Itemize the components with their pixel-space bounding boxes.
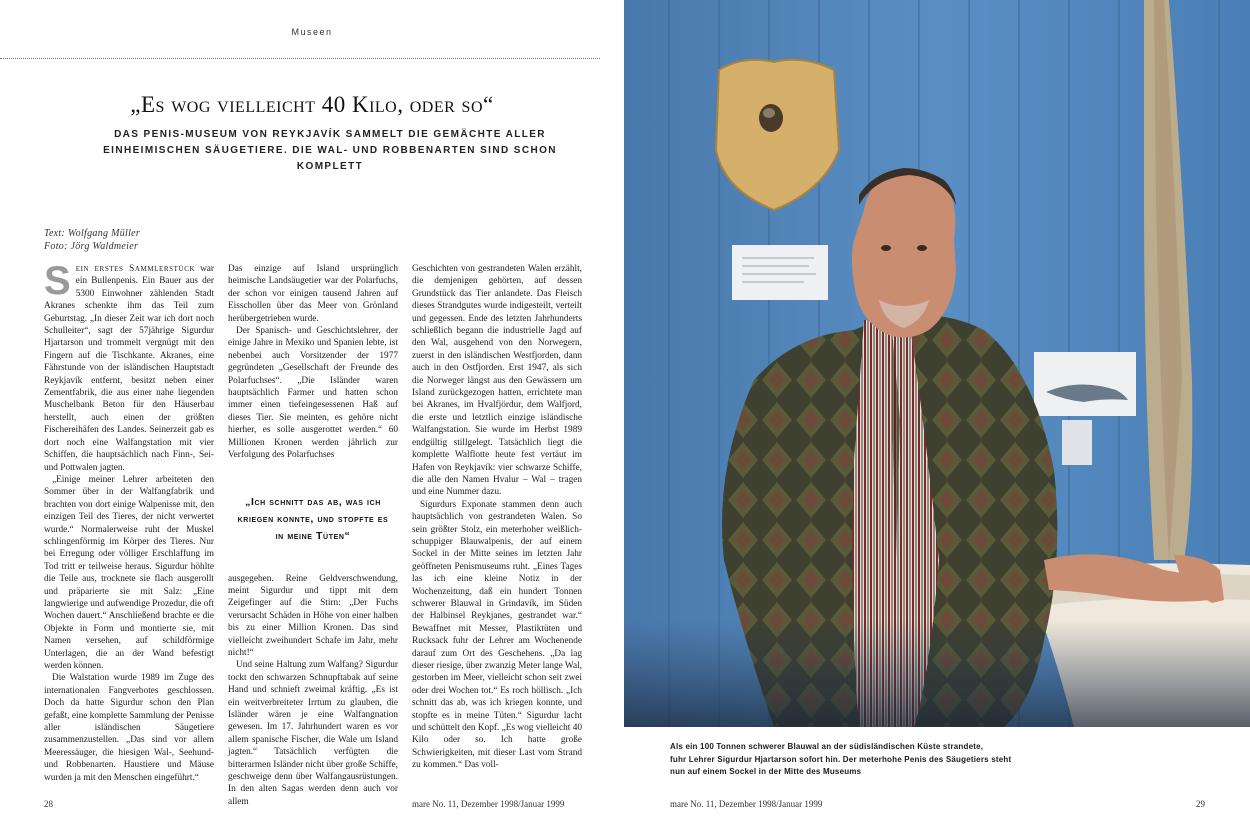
- footer-left: mare No. 11, Dezember 1998/Januar 1999: [412, 799, 565, 809]
- article-column-3: [412, 263, 582, 793]
- paragraph: ausgegeben. Reine Geldverschwendung, meint Sigurdur und tippt mit dem Zeigefinger auf die Stirn: „Der Fuchs verursacht Schäden in Höhe von einer halben bis zu einer Million Kronen. Das sind vielleicht zweihundert Schafe im Jahr, mehr nicht!“: [228, 573, 398, 658]
- drop-cap: S: [44, 259, 71, 303]
- paragraph: Geschichten von gestrandeten Walen erzählt, die demjenigen gehörten, auf dessen Grundstück das Tier anlandete. Das Fleisch dieses Strandgutes wurde indigesteilt, verteilt und gegessen. Ende des letzten Jahrhunderts schließlich begann die industrielle Jagd auf den Wal, ausgehend von den Norwegern, zuerst in den isländischen Westfjorden, dann auch in den Ostfjorden. Erst 1947, als sich die Norweger längst aus den Gewässern um Island zurückgezogen hatten, errichtete man bei Akranes, im Hvalfjördur, dem Walfjord, die erste und letztlich einzige isländische Walfangstation. Sie wurde im Herbst 1989 endgültig stillgelegt. Tatsächlich liegt die komplette Walflotte heute fest vertäut im Hafen von Reykjavík: vier schwarze Schiffe, die alle den Namen Hvalur – Wal – tragen und eine Nummer dazu.: [412, 264, 582, 498]
- right-page: [624, 0, 1250, 833]
- article-column-2: [228, 263, 398, 807]
- paragraph: Sigurdurs Exponate stammen denn auch hauptsächlich von gestrandeten Walen. So sein größter Stolz, ein meterhoher weißlich-schuppiger Blauwalpenis, der auf einem Sockel in der Mitte seines im letzten Jahr geöffneten Penismuseums ruht. „Eines Tages las ich eine kleine Notiz in der Wochenzeitung, daß ein hundert Tonnen schwerer Blauwal in Grindavík, im Süden der Halbinsel Reykjanes, gestrandet war.“ Bewaffnet mit Messer, Plastiktüten und Rucksack fuhr der Lehrer am Wochenende darauf zum Ort des Geschehens. „Da lag dieser riesige, über zwanzig Meter lange Wal, gestorben im Meer, vielleicht schon seit zwei oder drei Wochen tot.“ Es roch höllisch. „Ich schnitt das ab, was ich kriegen konnte, und stopfte es in meine Tüten.“ Sigurdur lacht und schüttelt den Kopf. „Es wog vielleicht 40 Kilo oder so. Ich hatte große Schwierigkeiten, mit dieser Last vom Strand zu kommen.“ Das voll-: [412, 499, 582, 771]
- paragraph: Und seine Haltung zum Walfang? Sigurdur tockt den schwarzen Schnupftabak auf seine Hand und schnieft zweimal kräftig. „Es ist ein weitverbreiteter Irrtum zu glauben, die Isländer wären je eine Walfangnation gewesen. Im 17. Jahrhundert waren es vor allem spanische Fischer, die Wale um Island jagten.“ Tatsächlich verfügten die bitterarmen Isländer nicht über große Schiffe, geschweige denn über Walfangausrüstungen. In den alten Sagas werden denn auch vor allem: [228, 660, 398, 807]
- headline: „Es wog vielleicht 40 Kilo, oder so“: [130, 92, 494, 117]
- paragraph: Der Spanisch- und Geschichtslehrer, der einige Jahre in Mexiko und Spanien lebte, ist nebenbei auch Vorsitzender der 1977 gegründeten „Gesellschaft der Freunde des Polarfuchses“. „Die Isländer waren hauptsächlich Farmer und hatten schon immer einen tiefeingesessenen Haß auf dieses Tier. Sie meinten, es gehöre nicht hierher, es solle ausgerottet werden.“ 60 Millionen Kronen werden jährlich zur Verfolgung des Polarfuchses: [228, 326, 398, 461]
- paragraph: war ein Bullenpenis. Ein Bauer aus der 5300 Einwohner zählenden Stadt Akranes schenkte ihm das Teil zum Geburtstag. „In dieser Zeit war ich dort noch Schulleiter“, sagt der 57jährige Sigurdur Hjartarson und trommelt vergnügt mit den Fingern auf die Tischkante. Akranes, eine Fährstunde von der isländischen Hauptstadt Reykjavík entfernt, besitzt neben einer Zementfabrik, die aus einer nahe liegenden Muschelbank Beton für den Häuserbau herstellt, auch einen der größten Fischereihäfen des Landes. Seinerzeit gab es dort noch eine Walfangstation mit vier Schiffen, die hauptsächlich nach Finn-, Sei- und Pottwalen jagten.: [44, 264, 214, 473]
- article-column-1: [44, 259, 215, 793]
- credit-photo: Foto: Jörg Waldmeier: [44, 241, 139, 252]
- credits: [44, 227, 140, 253]
- footer-right: mare No. 11, Dezember 1998/Januar 1999: [670, 799, 823, 809]
- header-rule: [0, 58, 600, 59]
- paragraph: „Einige meiner Lehrer arbeiteten den Sommer über in der Walfangfabrik und brachten von dort einige Walpenisse mit, den einzigen Teil des Tieres, der nicht verwertet wurde.“ Normalerweise ruht der Muskel schlingenförmig im Körper des Tieres. Nur bei Erregung oder völliger Erschlaffung im Tod tritt er teilweise heraus. Sigurdur höhlte die Teile aus, trocknete sie flach ausgerollt und präparierte sie mit Salz: „Eine langwierige und aufwendige Prozedur, die oft Wochen dauert.“ Anschließend brachte er die Objekte in Form und montierte sie, mit Namen versehen, auf schildförmige Unterlagen, die an der Wand befestigt werden können.: [44, 474, 215, 671]
- credit-text: Text: Wolfgang Müller: [44, 228, 141, 239]
- pull-quote: „Ich schnitt das ab, was ich kriegen konnte, und stopfte es in meine Tüten“: [237, 495, 389, 542]
- paragraph: Das einzige auf Island ursprünglich heimische Landsäugetier war der Polarfuchs, der schon vor einigen tausend Jahren auf Eisschollen über das Meer von Grönland herübergetrieben wurde.: [228, 264, 398, 324]
- photo-caption: [670, 741, 1070, 779]
- museum-photo: [624, 0, 1250, 727]
- paragraph: Die Walstation wurde 1989 im Zuge des internationalen Fangverbotes geschlossen. Doch da hatte Sigurdur schon den Plan gefaßt, eine komplette Sammlung der Penisse aller isländischen Säugetiere zusammenzustellen. „Das sind vor allem Meeressäuger, die hiesigen Wal-, Seehund- und Robbenarten. Haustiere und Mäuse wurden ja mit den Menschen eingeführt.“: [44, 673, 214, 783]
- photo-illustration: [624, 0, 1250, 727]
- opening-paragraph: [44, 259, 214, 474]
- section-label: Museen: [291, 27, 333, 37]
- left-page: [0, 0, 624, 833]
- caption-line-3: nun auf einem Sockel in der Mitte des Museums: [670, 767, 862, 776]
- lead-in: ein erstes Sammlerstück: [75, 264, 196, 274]
- caption-line-2: fuhr Lehrer Sigurdur Hjartarson sofort hin. Der meterhohe Penis des Säugetiers steht: [670, 754, 1012, 764]
- subhead: DAS PENIS-MUSEUM VON REYKJAVÍK SAMMELT DIE GEMÄCHTE ALLER EINHEIMISCHEN SÄUGETIERE. DIE WAL- UND ROBBENARTEN SIND SCHON KOMPLETT: [103, 129, 557, 172]
- page-number-right: 29: [1196, 799, 1205, 809]
- wall-notice: [732, 245, 828, 300]
- whale-chart: [1034, 352, 1136, 416]
- caption-line-1: Als ein 100 Tonnen schwerer Blauwal an der südisländischen Küste strandete,: [670, 742, 984, 751]
- page-number-left: 28: [44, 799, 53, 809]
